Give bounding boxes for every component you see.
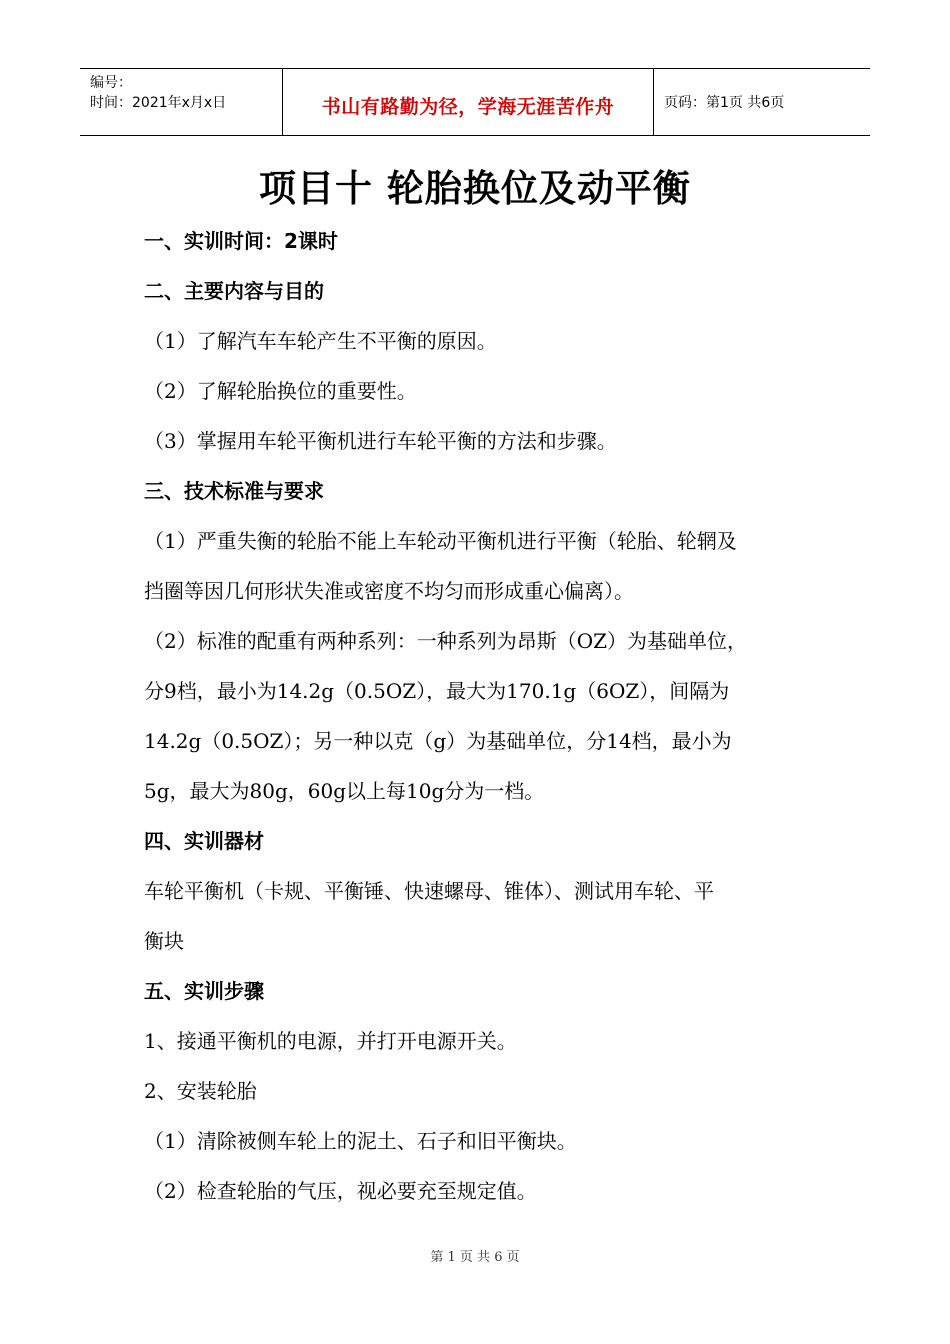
body-text-line: （1）严重失衡的轮胎不能上车轮动平衡机进行平衡（轮胎、轮辋及 bbox=[144, 529, 737, 553]
header-meta bbox=[80, 69, 282, 135]
document-number-label: 编号： bbox=[90, 75, 132, 91]
page-header bbox=[80, 68, 870, 136]
body-text-line: 车轮平衡机（卡规、平衡锤、快速螺母、锥体）、测试用车轮、平 bbox=[144, 879, 714, 903]
document-time-label: 时间：2021年x月x日 bbox=[90, 95, 227, 111]
body-text-line: 衡块 bbox=[144, 929, 184, 953]
section-heading: 四、实训器材 bbox=[144, 829, 264, 853]
body-text-line: （2）检查轮胎的气压，视必要充至规定值。 bbox=[144, 1179, 537, 1203]
header-page-info: 页码：第1页 共6页 bbox=[664, 95, 785, 111]
section-heading: 一、实训时间：2课时 bbox=[144, 229, 338, 253]
body-text-line: 1、接通平衡机的电源，并打开电源开关。 bbox=[144, 1029, 517, 1053]
body-text-line: （1）清除被侧车轮上的泥土、石子和旧平衡块。 bbox=[144, 1129, 577, 1153]
body-text-line: 分9档，最小为14.2g（0.5OZ），最大为170.1g（6OZ），间隔为 bbox=[144, 679, 730, 703]
body-text-line: （2）标准的配重有两种系列：一种系列为昂斯（OZ）为基础单位， bbox=[144, 629, 748, 653]
body-text-line: （1）了解汽车车轮产生不平衡的原因。 bbox=[144, 329, 497, 353]
document-body bbox=[144, 216, 816, 1216]
document-title: 项目十 轮胎换位及动平衡 bbox=[259, 167, 691, 210]
page-footer: 第 1 页 共 6 页 bbox=[430, 1250, 520, 1265]
body-text-line: 2、安装轮胎 bbox=[144, 1079, 257, 1103]
body-text-line: 挡圈等因几何形状失准或密度不均匀而形成重心偏离）。 bbox=[144, 579, 634, 603]
body-text-line: 14.2g（0.5OZ）；另一种以克（g）为基础单位，分14档，最小为 bbox=[144, 729, 732, 753]
header-page-info-cell bbox=[654, 69, 870, 135]
section-heading: 二、主要内容与目的 bbox=[144, 279, 324, 303]
body-text-line: 5g，最大为80g，60g以上每10g分为一档。 bbox=[144, 779, 545, 803]
body-text-line: （2）了解轮胎换位的重要性。 bbox=[144, 379, 417, 403]
body-text-line: （3）掌握用车轮平衡机进行车轮平衡的方法和步骤。 bbox=[144, 429, 617, 453]
header-motto-cell bbox=[282, 69, 654, 135]
section-heading: 三、技术标准与要求 bbox=[144, 479, 324, 503]
section-heading: 五、实训步骤 bbox=[144, 979, 264, 1003]
header-motto: 书山有路勤为径，学海无涯苦作舟 bbox=[321, 95, 615, 118]
